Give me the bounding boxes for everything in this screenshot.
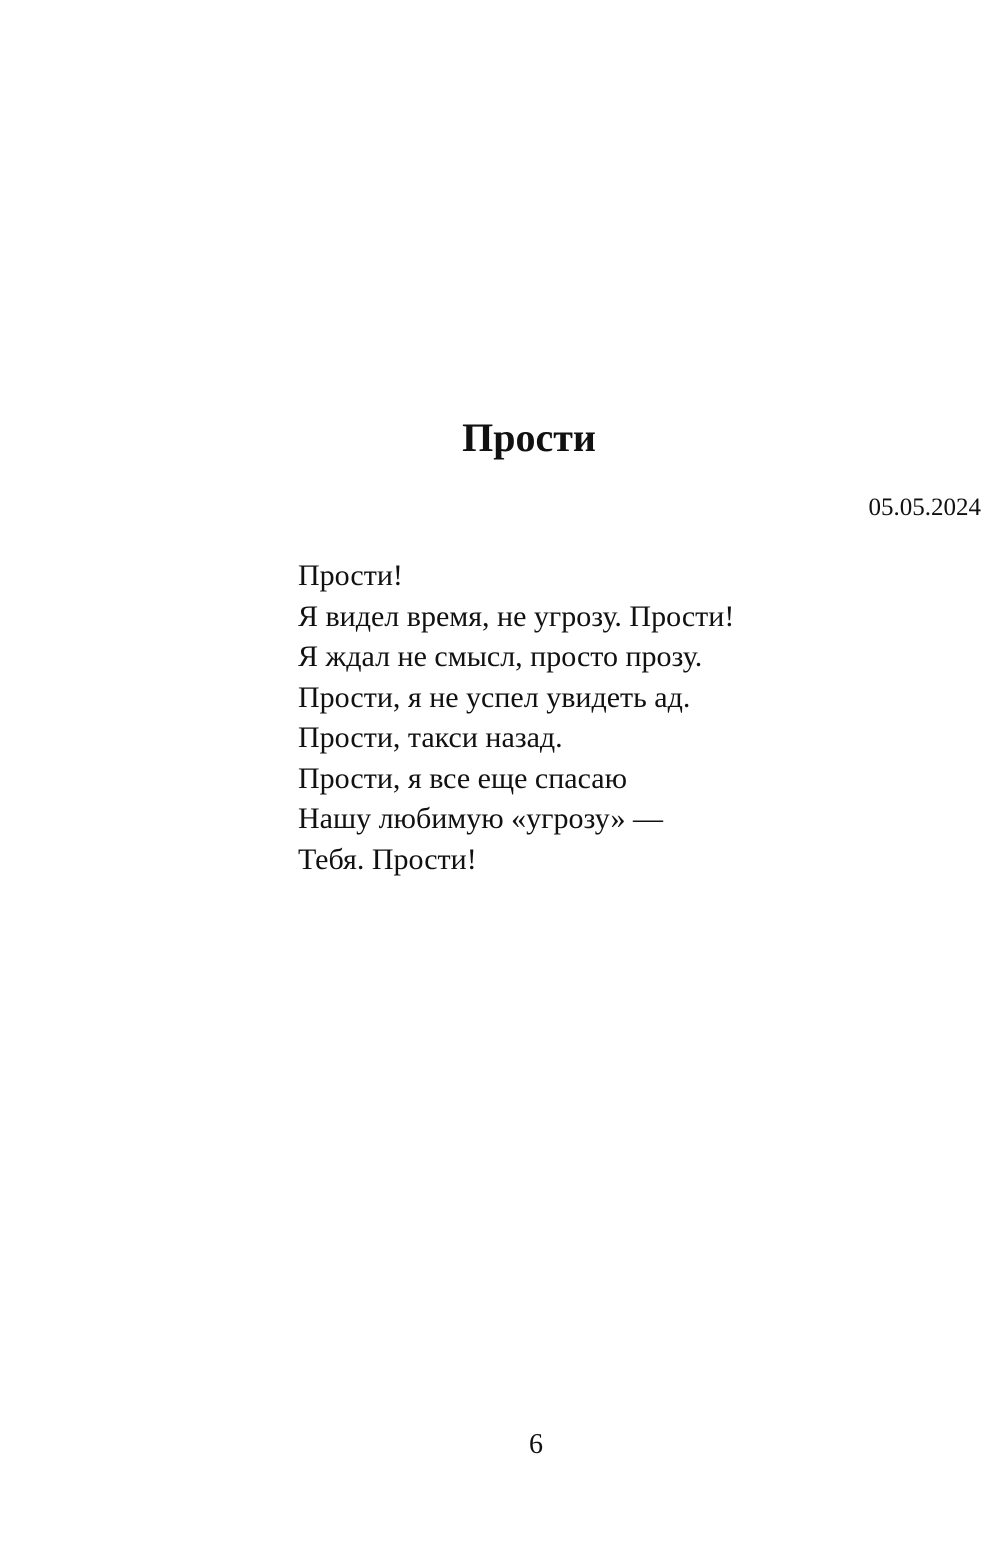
poem-body bbox=[298, 556, 734, 880]
poem-line-7: Нашу любимую «угрозу» — bbox=[298, 802, 663, 835]
poem-line-1: Прости! bbox=[298, 559, 403, 592]
poem-title: Прости bbox=[462, 415, 596, 460]
poem-line-2: Я видел время, не угрозу. Прости! bbox=[298, 599, 735, 633]
poem-line-6: Прости, я все еще спасаю bbox=[298, 761, 628, 795]
page-number: 6 bbox=[529, 1429, 543, 1460]
poem-line-5: Прости, такси назад. bbox=[298, 721, 563, 754]
poem-line-4: Прости, я не успел увидеть ад. bbox=[298, 680, 691, 714]
poem-line-3: Я ждал не смысл, просто прозу. bbox=[298, 640, 703, 673]
poem-date: 05.05.2024 bbox=[868, 494, 981, 521]
poem-line-8: Тебя. Прости! bbox=[298, 842, 477, 876]
